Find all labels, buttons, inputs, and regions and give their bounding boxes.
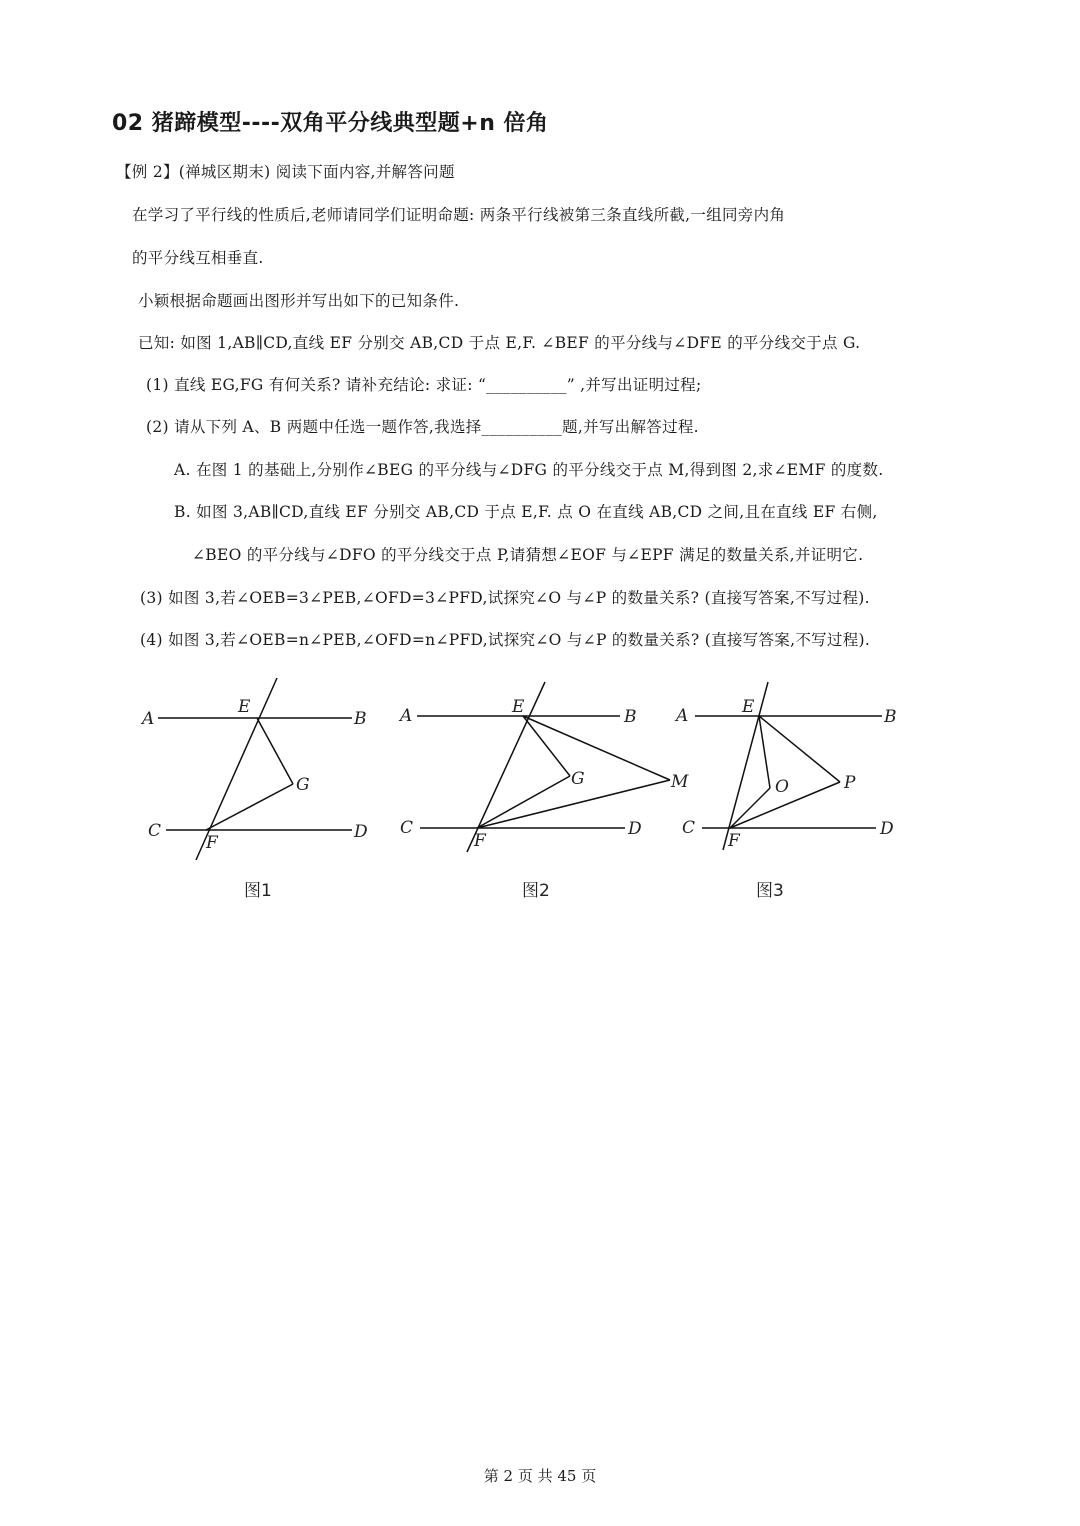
segment-ep (759, 716, 840, 782)
segment-eg (257, 718, 293, 784)
label-e: E (512, 697, 525, 717)
label-b: B (884, 707, 897, 727)
question-2: (2) 请从下列 A、B 两题中任选一题作答,我选择__________题,并写出解答过程. (146, 418, 699, 436)
caption-figure-1: 图1 (244, 881, 272, 901)
figure-2 (398, 682, 689, 901)
example-heading: 【例 2】(禅城区期末) 阅读下面内容,并解答问题 (116, 163, 455, 181)
figures-area (130, 670, 930, 910)
option-a: A. 在图 1 的基础上,分别作∠BEG 的平分线与∠DFG 的平分线交于点 M,得到图 2,求∠EMF 的度数. (174, 461, 884, 479)
label-a: A (142, 709, 155, 729)
segment-eg (523, 716, 570, 776)
label-f: F (474, 831, 486, 851)
label-a: A (400, 706, 413, 726)
label-d: D (628, 819, 642, 839)
paragraph-line-1: 在学习了平行线的性质后,老师请同学们证明命题: 两条平行线被第三条直线所截,一组同旁内角 (132, 206, 786, 224)
caption-figure-3: 图3 (756, 881, 784, 901)
segment-fg (477, 776, 570, 828)
label-f: F (728, 831, 740, 851)
label-b: B (354, 709, 367, 729)
caption-figure-2: 图2 (522, 881, 550, 901)
label-c: C (148, 821, 162, 841)
option-b-line-2: ∠BEO 的平分线与∠DFO 的平分线交于点 P,请猜想∠EOF 与∠EPF 满足的数量关系,并证明它. (192, 546, 864, 564)
segment-em (523, 716, 670, 780)
paragraph-line-2: 的平分线互相垂直. (132, 249, 264, 267)
label-f: F (206, 833, 218, 853)
option-b-line-1: B. 如图 3,AB∥CD,直线 EF 分别交 AB,CD 于点 E,F. 点 O 在直线 AB,CD 之间,且在直线 EF 右侧, (174, 503, 878, 521)
question-3: (3) 如图 3,若∠OEB=3∠PEB,∠OFD=3∠PFD,试探究∠O 与∠P 的数量关系? (直接写答案,不写过程). (140, 589, 870, 607)
label-c: C (400, 818, 414, 838)
page-title: 02 猪蹄模型----双角平分线典型题+n 倍角 (112, 111, 549, 136)
label-g: G (296, 775, 310, 795)
label-c: C (682, 818, 696, 838)
given-condition: 已知: 如图 1,AB∥CD,直线 EF 分别交 AB,CD 于点 E,F. ∠BEF 的平分线与∠DFE 的平分线交于点 G. (138, 334, 861, 352)
label-p: P (844, 773, 856, 793)
figure-1 (140, 678, 368, 901)
segment-eo (759, 716, 770, 788)
segment-fo (730, 788, 770, 828)
question-4: (4) 如图 3,若∠OEB=n∠PEB,∠OFD=n∠PFD,试探究∠O 与∠P 的数量关系? (直接写答案,不写过程). (140, 631, 871, 649)
label-d: D (880, 819, 894, 839)
label-d: D (354, 822, 368, 842)
figure-3 (674, 682, 897, 901)
label-e: E (742, 697, 755, 717)
label-m: M (671, 772, 689, 792)
label-a: A (676, 706, 689, 726)
question-1: (1) 直线 EG,FG 有何关系? 请补充结论: 求证: “__________” ,并写出证明过程; (146, 376, 702, 394)
label-e: E (238, 697, 251, 717)
page-footer: 第 2 页 共 45 页 (483, 1467, 597, 1485)
label-b: B (624, 707, 637, 727)
paragraph-line-3: 小颖根据命题画出图形并写出如下的已知条件. (138, 292, 460, 310)
label-g: G (571, 769, 585, 789)
label-o: O (775, 777, 789, 797)
